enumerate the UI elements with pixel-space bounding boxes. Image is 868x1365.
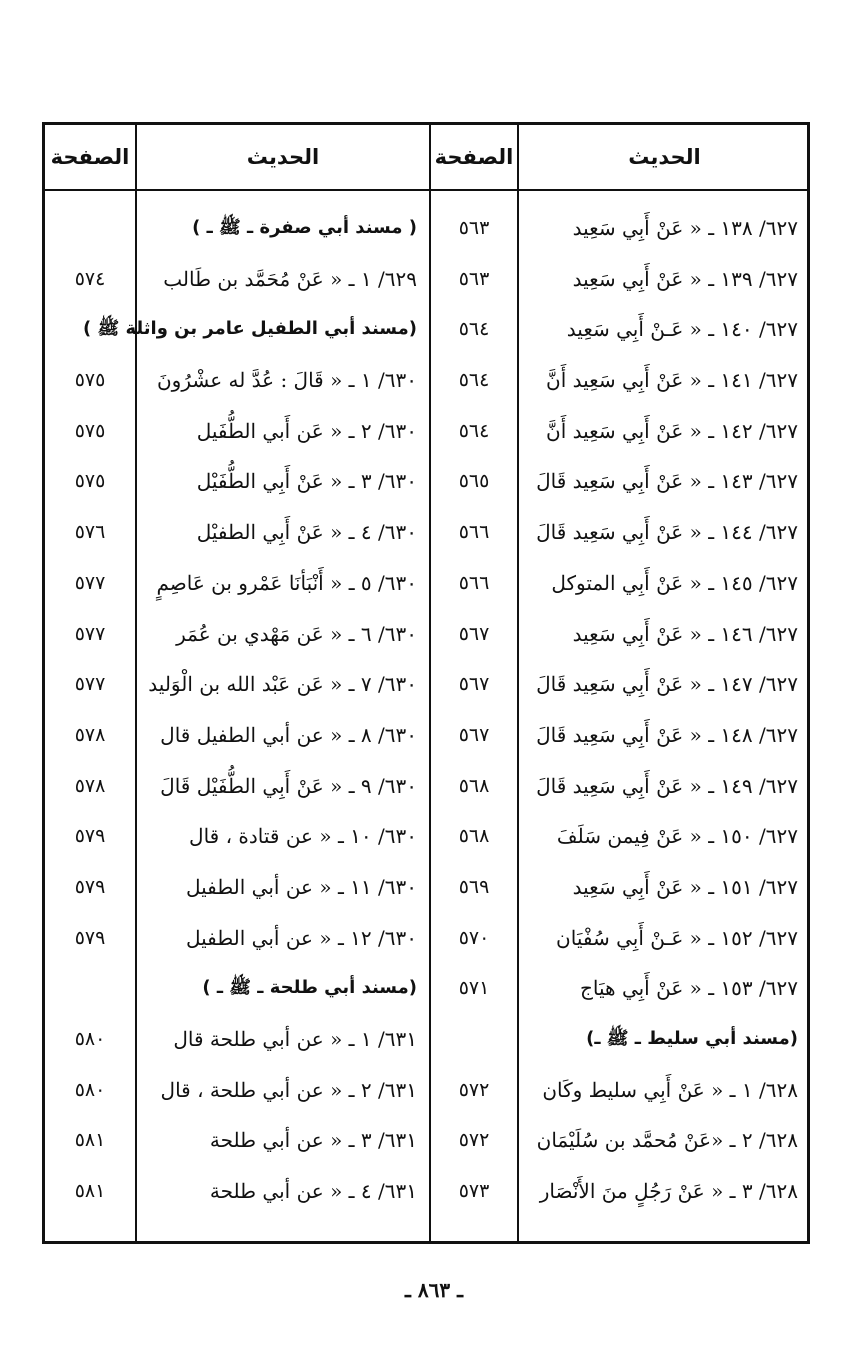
hadith-entry: ٦٣٠/ ٨ ـ « عن أبي الطفيل قال [160, 722, 417, 747]
page-ref: ٥٧٨ [74, 774, 106, 797]
page-ref: ٥٧٥ [74, 369, 106, 392]
page-ref: ٥٧٩ [74, 825, 106, 848]
page-ref: ٥٦٧ [458, 622, 490, 645]
page-ref: ٥٨٠ [74, 1078, 106, 1101]
hadith-entry: ٦٣١/ ١ ـ « عن أبي طلحة قال [173, 1027, 417, 1051]
hadith-entry: ٦٢٧/ ١٤٢ ـ « عَنْ أَبِي سَعِيد أَنَّ [546, 418, 798, 443]
section-heading: (مسند أبي طلحة ـ ﷺ ـ ) [202, 977, 417, 999]
hadith-entry: ٦٣٠/ ٥ ـ « أَنْبَأنَا عَمْرو بن عَاصِمٍ [156, 570, 417, 595]
hadith-entry: ٦٢٧/ ١٤٧ ـ « عَنْ أَبِي سَعِيد قَالَ [536, 672, 798, 697]
page-ref [45, 203, 135, 254]
page-ref: ٥٧١ [458, 977, 490, 1000]
hadith-entry: ٦٢٧/ ١٣٩ ـ « عَنْ أَبِي سَعِيد [572, 266, 798, 291]
hadith-entry: ٦٣١/ ٢ ـ « عن أبي طلحة ، قال [160, 1077, 417, 1102]
section-heading: ( مسند أبي صفرة ـ ﷺ ـ ) [192, 217, 417, 238]
hadith-entry: ٦٢٧/ ١٣٨ ـ « عَنْ أَبِي سَعِيد [572, 216, 798, 240]
hadith-entry: ٦٢٧/ ١٥٣ ـ « عَنْ أَبِي هيَاج [580, 976, 798, 1001]
page-ref: ٥٨١ [74, 1129, 106, 1152]
right-hadith-header: الحديث [628, 145, 701, 169]
page-ref: ٥٧٩ [74, 875, 106, 898]
hadith-entry: ٦٢٧/ ١٤٤ ـ « عَنْ أَبِي سَعِيد قَالَ [536, 520, 798, 545]
page-ref: ٥٦٤ [458, 318, 490, 341]
page-ref: ٥٧٣ [458, 1180, 490, 1203]
page-ref: ٥٦٨ [458, 774, 490, 797]
hadith-entry: ٦٣٠/ ١٠ ـ « عن قتادة ، قال [189, 824, 417, 849]
hadith-entry: ٦٢٧/ ١٥١ ـ « عَنْ أَبِي سَعِيد [572, 874, 798, 899]
hadith-entry: ٦٢٧/ ١٤١ ـ « عَنْ أَبِي سَعِيد أَنَّ [546, 368, 798, 393]
page-ref: ٥٧٧ [74, 673, 106, 696]
hadith-entry: ٦٢٨/ ١ ـ « عَنْ أَبِي سليط وكَان [542, 1077, 798, 1102]
hadith-entry: ٦٣٠/ ٩ ـ « عَنْ أَبِي الطُّفَيْل قَالَ [160, 773, 417, 798]
hadith-entry: ٦٢٧/ ١٤٥ ـ « عَنْ أَبِي المتوكل [551, 570, 798, 595]
page-ref: ٥٧٨ [74, 723, 106, 746]
hadith-entry: ٦٢٧/ ١٤٨ ـ « عَنْ أَبِي سَعِيد قَالَ [536, 722, 798, 747]
page-ref: ٥٧٧ [74, 622, 106, 645]
hadith-entry: ٦٢٧/ ١٤٠ ـ « عَـنْ أَبِي سَعِيد [566, 317, 798, 342]
hadith-entry: ٦٢٧/ ١٤٣ ـ « عَنْ أَبِي سَعِيد قَالَ [536, 469, 798, 494]
left-page-header: الصفحة [50, 145, 130, 169]
page-ref: ٥٦٥ [458, 470, 490, 493]
left-hadith-header: الحديث [246, 145, 320, 169]
hadith-entry: ٦٢٧/ ١٤٩ ـ « عَنْ أَبِي سَعِيد قَالَ [536, 773, 798, 798]
page-ref: ٥٦٣ [458, 217, 490, 239]
page-ref [45, 963, 135, 1014]
hadith-entry: ٦٣٠/ ١١ ـ « عن أبي الطفيل [185, 874, 417, 899]
right-page-column [431, 203, 517, 1217]
hadith-entry: ٦٢٧/ ١٥٠ ـ « عَنْ فِيمن سَلَفَ [556, 824, 798, 849]
page-ref: ٥٧٤ [74, 267, 106, 290]
page-ref: ٥٦٣ [458, 267, 490, 290]
page-ref: ٥٨١ [74, 1180, 106, 1203]
hadith-entry: ٦٣٠/ ٦ ـ « عَن مَهْدي بن عُمَر [176, 621, 417, 646]
page-ref: ٥٧٩ [74, 926, 106, 949]
hadith-entry: ٦٣٠/ ٢ ـ « عَن أَبي الطُّفَيل [196, 418, 417, 443]
page-ref: ٥٧٦ [74, 521, 106, 544]
section-heading: (مسند أبي سليط ـ ﷺ ـ) [586, 1028, 798, 1049]
page-ref: ٥٦٤ [458, 369, 490, 392]
hadith-entry: ٦٢٧/ ١٥٢ ـ « عَـنْ أَبِي سُفْيَان [556, 925, 798, 950]
hadith-entry: ٦٣٠/ ١ ـ « قَالَ : عُدَّ له عشْرُونَ [156, 368, 417, 393]
hadith-entry: ٦٢٧/ ١٤٦ ـ « عَنْ أَبِي سَعِيد [572, 621, 798, 646]
hadith-entry: ٦٢٩/ ١ ـ « عَنْ مُحَمَّد بن طَالب [163, 266, 417, 291]
hadith-entry: ٦٣٠/ ٧ ـ « عَن عَبْد الله بن الْوَليد [148, 672, 417, 697]
page-ref: ٥٨٠ [74, 1028, 106, 1050]
hadith-entry: ٦٣٠/ ١٢ ـ « عن أبي الطفيل [185, 925, 417, 950]
page-ref: ٥٧٠ [458, 926, 490, 949]
hadith-entry: ٦٣١/ ٤ ـ « عن أبي طلحة [209, 1179, 417, 1204]
page-ref: ٥٧٢ [458, 1129, 490, 1152]
page-ref: ٥٧٧ [74, 571, 106, 594]
page-ref: ٥٦٧ [458, 673, 490, 696]
page-ref: ٥٧٥ [74, 470, 106, 493]
page-ref: ٥٦٦ [458, 521, 490, 544]
page-ref: ٥٧٢ [458, 1078, 490, 1101]
page-ref: ٥٦٧ [458, 723, 490, 746]
page-ref [431, 1014, 517, 1065]
left-page-column [45, 203, 135, 1217]
hadith-entry: ٦٢٨/ ٢ ـ «عَنْ مُحمَّد بن سُلَيْمَان [536, 1128, 798, 1153]
hadith-entry: ٦٣٠/ ٤ ـ « عَنْ أَبِي الطفيْل [196, 520, 417, 545]
page-ref: ٥٦٨ [458, 825, 490, 848]
page-ref: ٥٦٩ [458, 875, 490, 898]
right-page-header: الصفحة [434, 145, 514, 169]
hadith-entry: ٦٢٨/ ٣ ـ « عَنْ رَجُلٍ منَ الأَنْصَار [539, 1179, 798, 1204]
index-table [42, 122, 810, 1244]
hadith-entry: ٦٣١/ ٣ ـ « عن أبي طلحة [209, 1128, 417, 1153]
page-number: ـ ٨٦٣ ـ [405, 1278, 463, 1302]
right-hadith-column [519, 203, 810, 1217]
section-heading: (مسند أبي الطفيل عامر بن واثلة ﷺ ) [83, 318, 417, 340]
page-ref: ٥٧٥ [74, 419, 106, 442]
page-ref: ٥٦٦ [458, 571, 490, 594]
page-ref: ٥٦٤ [458, 419, 490, 442]
header-divider [45, 189, 807, 191]
hadith-entry: ٦٣٠/ ٣ ـ « عَنْ أَبِي الطُّفَيْل [196, 469, 417, 494]
